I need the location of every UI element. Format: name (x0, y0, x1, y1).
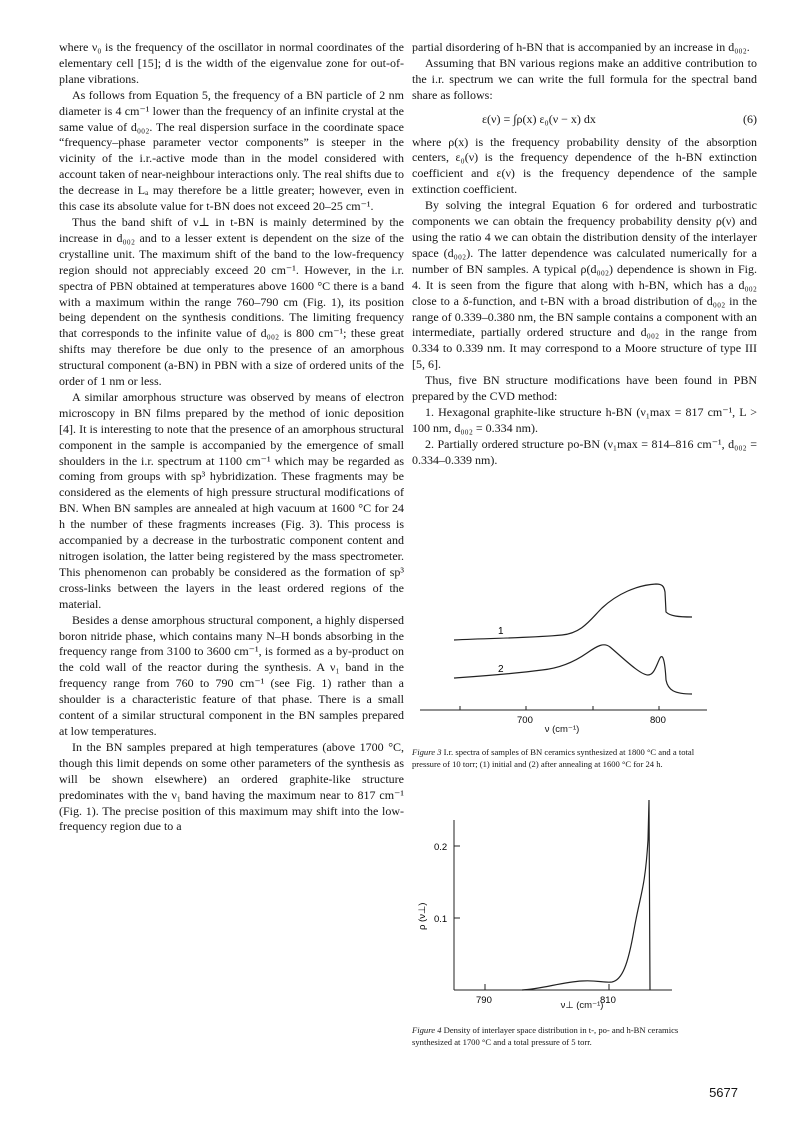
curve-label-1: 1 (498, 626, 504, 637)
paragraph: partial disordering of h-BN that is accompanied by an increase in d₀₀₂. (412, 40, 750, 54)
paragraph: By solving the integral Equation 6 for ordered and turbostratic components we can obtain the frequency probability density ρ(ν) and using the ratio 4 we can obtain the distribution density of the interlayer space (d₀₀₂). The latter dependence was calculated numerically for a number of BN samples. A typical ρ(d₀₀₂) dependence is shown in Fig. 4. It is seen from the figure that along with h-BN, which has a d₀₀₂ close to a δ-function, and t-BN with a broad distribution of d₀₀₂ in the range of 0.339–0.380 nm, the BN sample contains a component with an intermediate, partially ordered structure and d₀₀₂ in the range from 0.334 to 0.339 nm. It may correspond to a Moore structure of type III [5, 6]. (412, 198, 757, 372)
paragraph: Thus, five BN structure modifications have been found in PBN prepared by the CVD method: (412, 373, 757, 404)
y-axis-label: ρ (ν⊥) (417, 902, 428, 930)
right-column (412, 40, 757, 469)
spectrum-curve-1 (454, 584, 692, 640)
x-axis-label: ν⊥ (cm⁻¹) (560, 1000, 604, 1011)
list-item: 2. Partially ordered structure po-BN (ν₁max = 814–816 cm⁻¹, d₀₀₂ = 0.334–0.339 nm). (412, 436, 757, 467)
caption-text: Density of interlayer space distribution in t-, po- and h-BN ceramics synthesized at 1700 °C and a total pressure of 5 torr. (412, 1025, 679, 1047)
figure-3-plot (412, 580, 712, 730)
paragraph: In the BN samples prepared at high temperatures (above 1700 °C, though this limit depends on some other parameters of the synthesis as will be shown elsewhere) an ordered graphite-like structure predominates with the ν₁ band having the maximum near to 817 cm⁻¹ (Fig. 1). The precise position of this maximum may shift into the low-frequency region due to a (59, 739, 404, 834)
y-tick-label: 0.2 (434, 842, 448, 853)
x-tick-label: 790 (476, 995, 492, 1006)
paragraph: Thus the band shift of ν⊥ in t-BN is mainly determined by the increase in d₀₀₂ and to a lesser extent is dependent on the size of the crystalline unit. The maximum shift of the band to the low-frequency region should not appreciably exceed 20 cm⁻¹. However, in the i.r. spectra of PBN obtained at temperatures above 1600 °C there is a band with a maximum within the range 760–790 cm (Fig. 1), its position being dependent on the synthesis conditions. The limiting frequency that corresponds to the infinite value of d₀₀₂ is 800 cm⁻¹; these great shifts may therefore be due only to the presence of an amorphous structural component (a-BN) in PBN with a size of ordered units of the order of 1 nm or less. (59, 214, 404, 389)
figure-4-caption (412, 1025, 712, 1048)
x-tick-label: 700 (517, 715, 533, 726)
paragraph: A similar amorphous structure was observed by means of electron microscopy in BN films prepared by the method of ionic deposition [4]. It is interesting to note that the presence of an amorphous structural component in the sample is accompanied by the emergence of small shoulders in the i.r. spectrum at 1100 cm⁻¹ which may be regarded as coming from groups with sp³ hybridization. These fragments may be considered as the elements of high pressure structural modifications of BN. When BN samples are annealed at high vacuum at 1600 °C for 24 h the number of these fragments increases (Fig. 3). This process is accompanied by a decrease in the turbostratic component content and nitrogen isolation, the latter being registered by the mass spectrometer. This phenomenon can probably be considered as the formation of sp³ cross-links between the layers in the least ordered regions of the material. (59, 389, 404, 611)
paragraph: Besides a dense amorphous structural component, a highly dispersed boron nitride phase, which contains many N–H bonds absorbing in the frequency range from 3100 to 3600 cm⁻¹, is formed as a by-product on the cold wall of the reactor during the synthesis. A ν₁ band in the frequency range from 760 to 790 cm⁻¹ (see Fig. 1) rather than a shoulder is a characteristic feature of that phase. There is a small content of a similar structural component in the BN samples prepared at low temperatures. (59, 612, 404, 738)
paragraph: where ρ(x) is the frequency probability density of the absorption centers, ε₀(ν) is the frequency dependence of the h-BN extinction coefficient and ε(ν) is the frequency dependence of the sample extinction coefficient. (412, 134, 757, 197)
paragraph: As follows from Equation 5, the frequency of a BN particle of 2 nm diameter is 4 cm⁻¹ lower than the frequency of an infinite crystal at the same value of d₀₀₂. The real dispersion surface in the coordinate space “frequency–phase parameter vector components” is steeper in the vicinity of the i.r.-active mode than in the model considered with account taken of near-neighbour interactions only. The real shifts due to the decrease in Lₐ may therefore be a little greater; however, even in this case its absolute value for t-BN does not exceed 20–25 cm⁻¹. (59, 87, 404, 214)
figure-3 (412, 580, 712, 770)
x-tick-label: 810 (600, 995, 616, 1006)
equation-body: ε(ν) = ∫ρ(x) ε₀(ν − x) dx (482, 111, 596, 126)
caption-label: Figure 4 (412, 1025, 442, 1035)
density-curve (522, 800, 650, 990)
figure-4 (412, 800, 712, 1048)
equation-number: (6) (743, 111, 757, 126)
page-number: 5677 (709, 1085, 738, 1100)
x-axis-label: ν (cm⁻¹) (544, 724, 580, 735)
equation-6 (412, 112, 757, 128)
paragraph: Assuming that BN various regions make an additive contribution to the i.r. spectrum we can write the full formula for the spectral band share as follows: (412, 55, 757, 102)
caption-label: Figure 3 (412, 747, 442, 757)
y-tick-label: 0.1 (434, 914, 448, 925)
list-item: 1. Hexagonal graphite-like structure h-BN (ν₁max = 817 cm⁻¹, L > 100 nm, d₀₀₂ = 0.334 nm). (412, 404, 757, 435)
x-tick-label: 800 (650, 715, 666, 726)
spectrum-curve-2 (454, 645, 692, 694)
figure-3-caption (412, 747, 712, 770)
paragraph: where ν₀ is the frequency of the oscillator in normal coordinates of the elementary cell [15]; d is the width of the eigenvalue zone for out-of-plane vibrations. (59, 40, 404, 86)
caption-text: I.r. spectra of samples of BN ceramics synthesized at 1800 °C and a total pressure of 10 torr; (1) initial and (2) after annealing at 1600 °C for 24 h. (412, 747, 695, 769)
left-column (59, 40, 404, 835)
curve-label-2: 2 (498, 664, 504, 675)
